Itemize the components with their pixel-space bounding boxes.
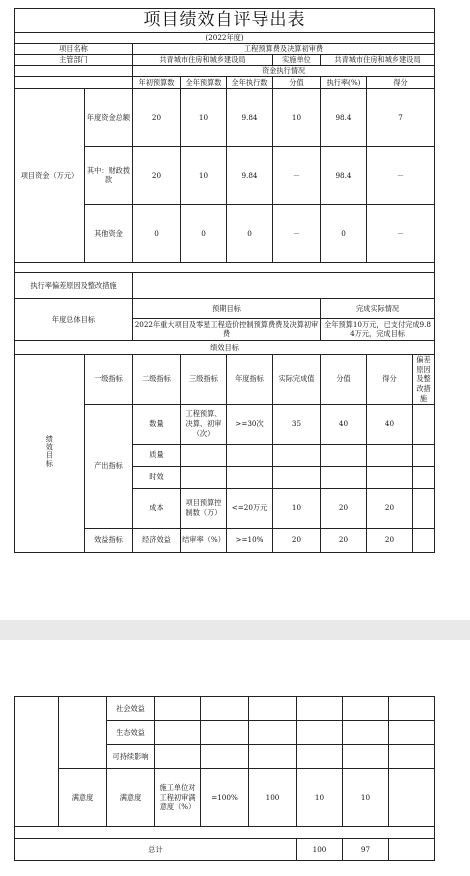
project-name-value: 工程预算费及决算初审费 (133, 43, 435, 54)
output-indicator: 产出指标 (85, 404, 133, 528)
perf-header-score: 得分 (367, 354, 413, 404)
sat-l3: 施工单位对工程初审满意度（%） (155, 769, 201, 827)
perf-header-actual: 实际完成值 (273, 354, 321, 404)
perf-header-l3: 三级指标 (181, 354, 227, 404)
performance-table-page-2 (14, 696, 435, 861)
econ-label: 经济效益 (133, 528, 181, 552)
satisfaction-indicator: 满意度 (59, 769, 107, 827)
total-label: 总计 (15, 839, 297, 861)
funds-cell: － (273, 204, 321, 262)
impl-label: 实施单位 (273, 54, 321, 65)
funds-header-rate: 执行率(%) (321, 76, 367, 88)
perf-header-deviation: 偏差原因及整改措施 (413, 354, 435, 404)
total-score-value: 100 (297, 839, 343, 861)
sat-score-value: 10 (297, 769, 343, 827)
funds-cell: 7 (367, 88, 435, 146)
funds-cell: 20 (133, 88, 181, 146)
deviation-value (133, 272, 435, 298)
funds-header-initial: 年初预算数 (133, 76, 181, 88)
econ-score-value: 20 (321, 528, 367, 552)
perf-header-l2: 二级指标 (133, 354, 181, 404)
actual-value: 全年预算10万元，已支付完成9.84万元，完成目标 (321, 318, 435, 340)
funds-cell: 10 (181, 146, 227, 204)
funds-row-label: 其中：财政拨款 (85, 146, 133, 204)
funds-cell: 20 (133, 146, 181, 204)
total-score: 97 (343, 839, 389, 861)
econ-target: >=10% (227, 528, 273, 552)
impl-value: 共青城市住房和城乡建设局 (321, 54, 435, 65)
funds-row-label: 其他资金 (85, 204, 133, 262)
econ-actual: 20 (273, 528, 321, 552)
document-page-2 (0, 640, 470, 876)
planned-target-label: 预期目标 (133, 298, 321, 318)
deviation-label: 执行率偏差原因及整改措施 (15, 272, 133, 298)
perf-header-l1: 一级指标 (85, 354, 133, 404)
funds-cell: 98.4 (321, 146, 367, 204)
funds-header-executed: 全年执行数 (227, 76, 273, 88)
sat-l2: 满意度 (107, 769, 155, 827)
funds-cell: 98.4 (321, 88, 367, 146)
planned-target-value: 2022年重大项目及零星工程造价控制预算费费及决算初审费 (133, 318, 321, 340)
funds-cell: 9.84 (227, 88, 273, 146)
document-year: (2022年度) (15, 32, 435, 43)
cost-score-value: 20 (321, 488, 367, 528)
cost-target: <=20万元 (227, 488, 273, 528)
sat-actual: 100 (249, 769, 297, 827)
quantity-score: 40 (367, 404, 413, 444)
funds-cell: 9.84 (227, 146, 273, 204)
funds-header-annual: 全年预算数 (181, 76, 227, 88)
funds-cell: － (367, 146, 435, 204)
perf-header-score-value: 分值 (321, 354, 367, 404)
funds-cell: 0 (181, 204, 227, 262)
eco-label: 生态效益 (107, 721, 155, 745)
perf-header-annual: 年度指标 (227, 354, 273, 404)
actual-label: 完成实际情况 (321, 298, 435, 318)
funds-cell: － (273, 146, 321, 204)
quantity-target: >=30次 (227, 404, 273, 444)
social-label: 社会效益 (107, 697, 155, 721)
funds-header-score: 得分 (367, 76, 435, 88)
funds-cell: 10 (181, 88, 227, 146)
dept-value: 共青城市住房和城乡建设局 (133, 54, 273, 65)
quality-label: 质量 (133, 444, 181, 466)
sat-score: 10 (343, 769, 389, 827)
cost-l3: 项目预算控制数（万） (181, 488, 227, 528)
funds-label: 项目资金（万元） (15, 88, 85, 262)
funds-cell: － (367, 204, 435, 262)
funds-exec-header: 资金执行情况 (133, 65, 435, 76)
performance-table-page-1 (14, 8, 435, 553)
timeliness-label: 时效 (133, 466, 181, 488)
cost-label: 成本 (133, 488, 181, 528)
econ-l3: 结审率（%） (181, 528, 227, 552)
funds-cell: 0 (227, 204, 273, 262)
quantity-score-value: 40 (321, 404, 367, 444)
overall-target-label: 年度总体目标 (15, 298, 133, 340)
perf-target-header: 绩效目标 (15, 340, 435, 354)
quantity-actual: 35 (273, 404, 321, 444)
funds-cell: 0 (133, 204, 181, 262)
dept-label: 主管部门 (15, 54, 133, 65)
sat-target: =100% (201, 769, 249, 827)
funds-row-label: 年度资金总额 (85, 88, 133, 146)
funds-cell: 10 (273, 88, 321, 146)
perf-side-label: 绩效目标 (15, 354, 85, 552)
quantity-l3: 工程预算、决算、初审（次） (181, 404, 227, 444)
project-name-label: 项目名称 (15, 43, 133, 54)
cost-actual: 10 (273, 488, 321, 528)
benefit-indicator: 效益指标 (85, 528, 133, 552)
cost-score: 20 (367, 488, 413, 528)
funds-cell: 0 (321, 204, 367, 262)
sustain-label: 可持续影响 (107, 745, 155, 769)
funds-header-score-value: 分值 (273, 76, 321, 88)
quantity-label: 数量 (133, 404, 181, 444)
document-title: 项目绩效自评导出表 (15, 9, 435, 33)
econ-score: 20 (367, 528, 413, 552)
